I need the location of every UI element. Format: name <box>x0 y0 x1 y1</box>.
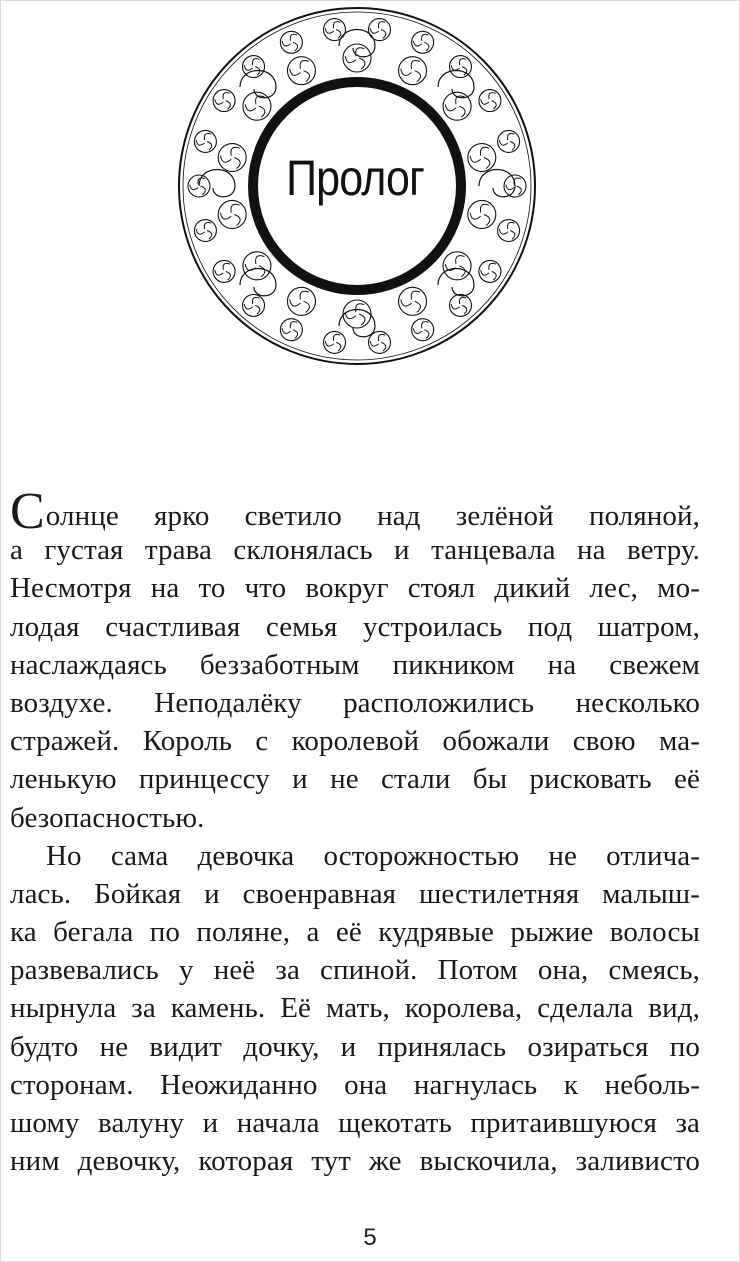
text-line: сторонам. Неожиданно она нагнулась к неболь- <box>10 1068 700 1101</box>
text-line: воздухе. Неподалёку расположились несколько <box>10 686 700 719</box>
text-line: безопасностью. <box>10 801 205 834</box>
page-number: 5 <box>363 1224 377 1251</box>
text-line: ка бегала по поляне, а её кудрявые рыжие волосы <box>10 916 700 949</box>
chapter-title: Пролог <box>286 150 424 206</box>
text-line: развевались у неё за спиной. Потом она, смеясь, <box>10 954 700 987</box>
text-line: а густая трава склонялась и танцевала на ветру. <box>10 534 700 567</box>
body-text <box>10 483 700 1180</box>
text-line: ленькую принцессу и не стали бы рисковать её <box>10 763 700 796</box>
text-line: нырнула за камень. Её мать, королева, сделала вид, <box>10 992 700 1025</box>
text-line: стражей. Король с королевой обожали свою ма- <box>10 725 700 758</box>
text-line: Солнце ярко светило над зелёной поляной, <box>10 483 700 540</box>
text-line: лась. Бойкая и своенравная шестилетняя малыш- <box>10 877 700 910</box>
text-line: Несмотря на то что вокруг стоял дикий лес, мо- <box>10 572 700 605</box>
text-line: Но сама девочка осторожностью не отлича- <box>46 839 700 872</box>
text-line: наслаждаясь беззаботным пикником на свежем <box>10 648 700 681</box>
text-line: шому валуну и начала щекотать притаившуюся за <box>10 1107 700 1139</box>
drop-cap: С <box>10 483 45 540</box>
text-line: будто не видит дочку, и принялась озираться по <box>10 1030 700 1063</box>
text-line: ним девочку, которая тут же выскочила, заливисто <box>10 1145 700 1178</box>
text-line: лодая счастливая семья устроилась под шатром, <box>10 610 700 643</box>
